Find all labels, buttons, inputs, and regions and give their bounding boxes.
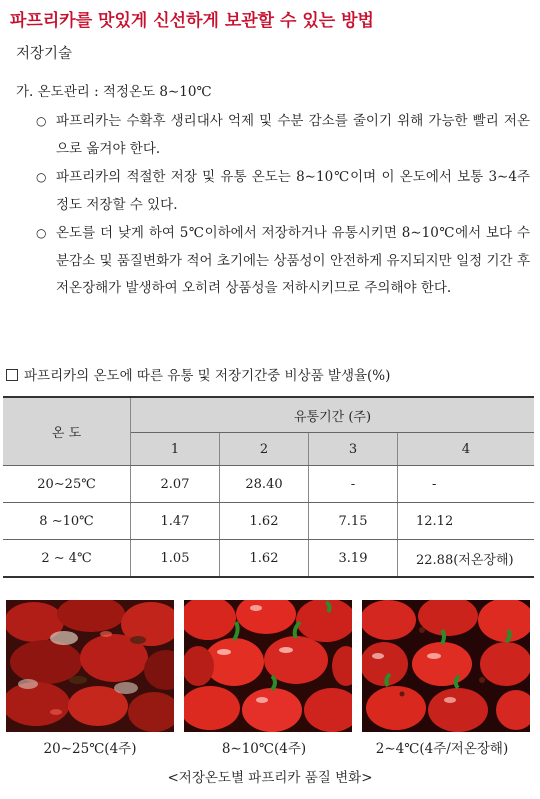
value-cell: - [398, 466, 535, 503]
bullet-text: 파프리카는 수확후 생리대사 억제 및 수분 감소를 줄이기 위해 가능한 빨리 저온으로 옮겨야 한다. [56, 113, 530, 157]
value-cell: 12.12 [398, 503, 535, 540]
week-header: 1 [131, 433, 220, 466]
week-header: 3 [309, 433, 398, 466]
bullet-text: 파프리카의 적절한 저장 및 유통 온도는 8∼10℃이며 이 온도에서 보통 3∼4주 정도 저장할 수 있다. [56, 169, 530, 213]
figure-caption: <저장온도별 파프리카 품질 변화> [167, 770, 373, 786]
week-header: 4 [398, 433, 535, 466]
table-caption-text: 파프리카의 온도에 따른 유통 및 저장기간중 비상품 발생율(%) [24, 368, 391, 384]
photo-caption: 20∼25℃(4주) [43, 741, 137, 757]
value-cell: 1.47 [131, 503, 220, 540]
period-header: 유통기간 (주) [131, 397, 535, 433]
page-title: 파프리카를 맛있게 신선하게 보관할 수 있는 방법 [10, 11, 374, 31]
value-cell: 2.07 [131, 466, 220, 503]
bullet-item [36, 108, 530, 163]
paprika-photo-fresh [184, 600, 352, 732]
paprika-photo-chilling-injury [362, 600, 530, 732]
temperature-cell: 8 ∼10℃ [3, 503, 131, 540]
section-title: 저장기술 [16, 46, 73, 62]
photo-strip [6, 600, 536, 732]
value-cell: 28.40 [220, 466, 309, 503]
defect-rate-table [3, 396, 534, 578]
value-cell: 7.15 [309, 503, 398, 540]
temperature-cell: 2 ∼ 4℃ [3, 540, 131, 578]
week-header: 2 [220, 433, 309, 466]
subsection-title: 가. 온도관리 : 적정온도 8∼10℃ [16, 84, 212, 100]
checkbox-square-icon [6, 369, 18, 381]
bullet-text: 온도를 더 낮게 하여 5℃이하에서 저장하거나 유통시키면 8∼10℃에서 보다 수분감소 및 품질변화가 적어 초기에는 상품성이 안전하게 유지되지만 일정 기간 후 저온장해가 발생하여 오히려 상품성을 저하시키므로 주의해야 한다. [56, 225, 530, 296]
table-row [3, 466, 534, 503]
value-cell: 1.62 [220, 503, 309, 540]
bullet-list [36, 108, 530, 304]
value-cell: 3.19 [309, 540, 398, 578]
table-row [3, 503, 534, 540]
value-cell: 1.05 [131, 540, 220, 578]
bullet-item [36, 220, 530, 303]
value-cell: - [309, 466, 398, 503]
paprika-photo-decayed [6, 600, 174, 732]
bullet-marker: ○ [36, 114, 47, 128]
value-cell: 22.88(저온장해) [398, 540, 535, 578]
table-row [3, 540, 534, 578]
bullet-item [36, 164, 530, 219]
table-caption [6, 364, 390, 384]
photo-caption: 2∼4℃(4주/저온장해) [375, 741, 509, 757]
table-header-row [3, 397, 534, 433]
temperature-header: 온 도 [3, 397, 131, 466]
photo-caption: 8∼10℃(4주) [221, 741, 307, 757]
bullet-marker: ○ [36, 170, 47, 184]
bullet-marker: ○ [36, 226, 47, 240]
temperature-cell: 20∼25℃ [3, 466, 131, 503]
value-cell: 1.62 [220, 540, 309, 578]
